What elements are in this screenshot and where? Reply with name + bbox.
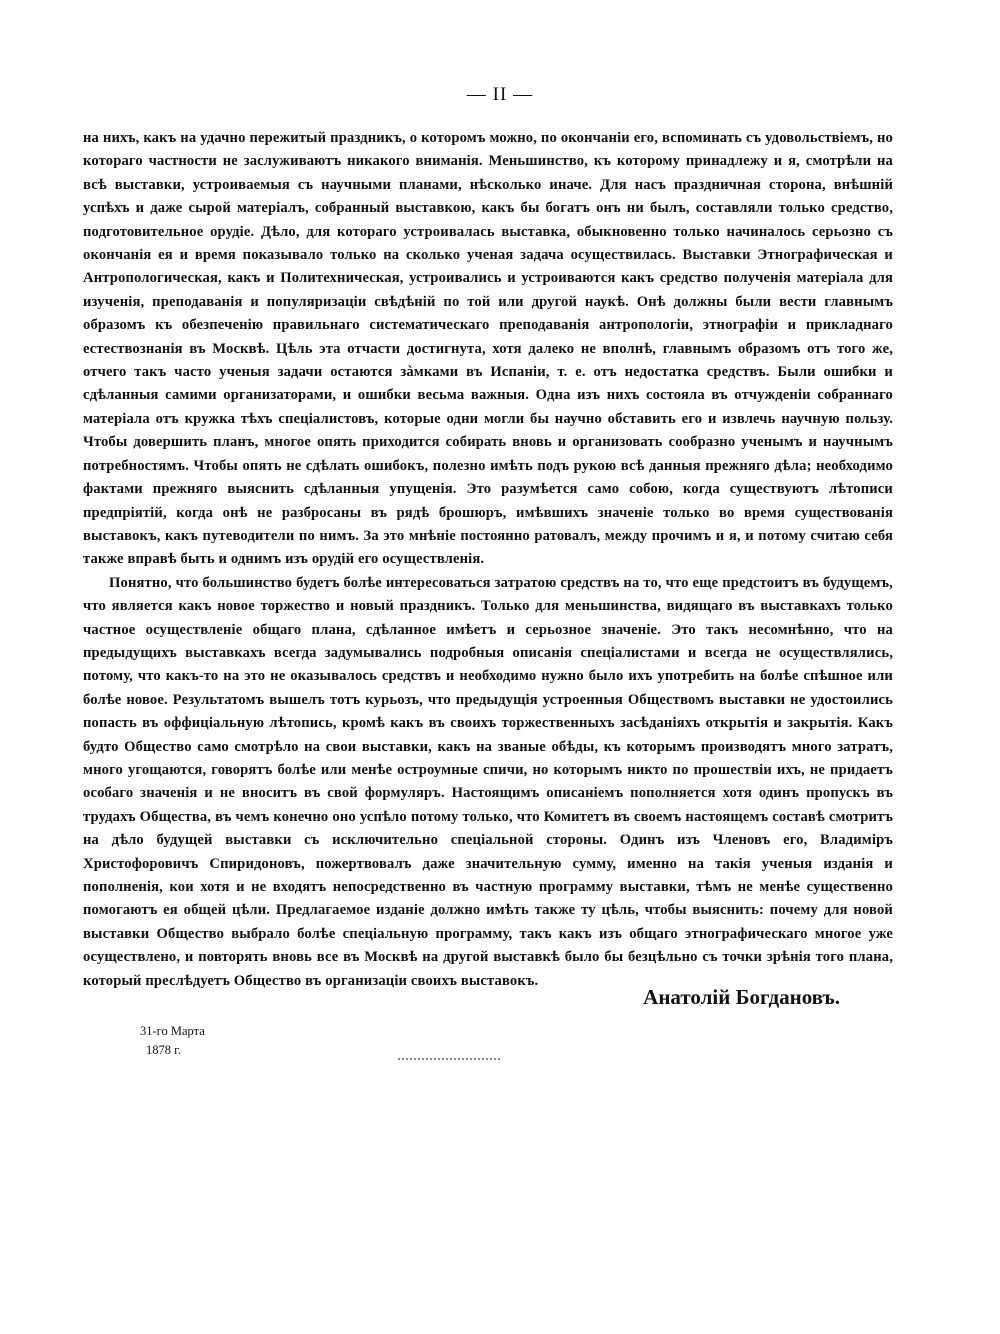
author-signature: Анатолій Богдановъ. [643,985,840,1009]
paragraph-2: Понятно, что большинство будетъ болѣе интересоваться затратою средствъ на то, что еще предстоитъ въ будущемъ, что является какъ новое торжество и новый праздникъ. Только для меньшинства, видящаго въ выставкахъ только частное осуществленіе общаго плана, сдѣланное имѣетъ и серьозное значеніе. Это такъ несомнѣнно, что на предыдущихъ выставкахъ всегда задумывались подробныя описанія спеціалистами и всегда не осуществлялись, потому, что какъ-то на это не оказывалось средствъ и необходимо нужно было ихъ употребить на болѣе спѣшное или болѣе новое. Результатомъ вышелъ тотъ курьозъ, что предыдущія устроенныя Обществомъ выставки не удостоились попасть въ оффиціальную лѣтопись, кромѣ какъ въ своихъ торжественныхъ засѣданіяхъ открытія и закрытія. Какъ будто Общество само смотрѣло на свои выставки, какъ на званые обѣды, къ которымъ производятъ много затратъ, много угощаются, говорятъ болѣе или менѣе остроумные спичи, но которымъ никто по прошествіи ихъ, не придаетъ особаго значенія и не вноситъ въ свой формуляръ. Настоящимъ описаніемъ пополняется хотя одинъ пропускъ въ трудахъ Общества, въ чемъ конечно оно успѣло потому только, что Комитетъ въ своемъ настоящемъ составѣ смотритъ на дѣло будущей выставки съ исключительно спеціальной стороны. Одинъ изъ Членовъ его, Владиміръ Христофоровичъ Спиридоновъ, пожертвовалъ даже значительную сумму, именно на такія ученыя изданія и пополненія, кои хотя и не входятъ непосредственно въ частную программу выставки, тѣмъ не менѣе существенно помогаютъ ея общей цѣли. Предлагаемое изданіе должно имѣть также ту цѣль, чтобы выяснить: почему для новой выставки Общество выбрало болѣе спеціальную программу, такъ какъ изъ общаго этнографическаго многое уже осуществлено, и повторять вновь все въ Москвѣ на другой выставкѣ было бы безцѣльно съ точки зрѣнія того плана, который преслѣдуетъ Общество въ организаціи своихъ выставокъ. [83,574,893,989]
date-day-month: 31-го Марта [140,1024,205,1038]
date-block [140,1022,260,1060]
page-number: — II — [466,84,534,105]
paragraph-1: на нихъ, какъ на удачно пережитый праздникъ, о которомъ можно, по окончаніи его, вспоминать съ удовольствіемъ, но котораго частности не заслуживаютъ никакого вниманія. Меньшинство, къ которому принадлежу и я, смотрѣли на всѣ выставки, устроиваемыя съ научными планами, нѣсколько иначе. Для насъ праздничная сторона, внѣшній успѣхъ и даже сырой матеріалъ, собранный выставкою, какъ бы богатъ онъ ни былъ, составляли только средство, подготовительное орудіе. Дѣло, для котораго устроивалась выставка, обыкновенно только начиналось серьозно съ окончанія ея и время показывало только на сколько ученая задача осуществилась. Выставки Этнографическая и Антропологическая, какъ и Политехническая, устроивались и устроиваются какъ средство полученія матеріала для изученія, преподаванія и популяризаціи свѣдѣній по той или другой наукѣ. Онѣ должны были вести главнымъ образомъ къ обезпеченію правильнаго систематическаго преподаванія антропологіи, этнографіи и прикладнаго естествознанія въ Москвѣ. Цѣль эта отчасти достигнута, хотя далеко не вполнѣ, главнымъ образомъ отъ того же, отчего такъ часто ученыя задачи остаются зàмками въ Испаніи, т. е. отъ недостатка средствъ. Были ошибки и сдѣланныя самими организаторами, и ошибки весьма важныя. Одна изъ нихъ состояла въ отчужденіи собраннаго матеріала отъ кружка тѣхъ спеціалистовъ, которые одни могли бы научно обставить его и извлечь научную пользу. Чтобы довершить планъ, многое опять приходится собирать вновь и организовать сообразно ученымъ и научнымъ потребностямъ. Чтобы опять не сдѣлать ошибокъ, полезно имѣть подъ рукою всѣ данныя прежняго дѣла; необходимо фактами прежняго выяснить сдѣланныя упущенія. Это разумѣется само собою, когда существуютъ лѣтописи предпріятій, когда онѣ не разбросаны въ рядѣ брошюръ, имѣвшихъ значеніе только во время существованія выставокъ, какъ путеводители по нимъ. За это мнѣніе постоянно ратовалъ, между прочимъ и я, и потому считаю себя также вправѣ быть и однимъ изъ орудій его осуществленія. [83,130,893,568]
body-text [83,127,893,993]
date-year: 1878 г. [146,1043,181,1057]
stamp-mark [398,1058,500,1060]
